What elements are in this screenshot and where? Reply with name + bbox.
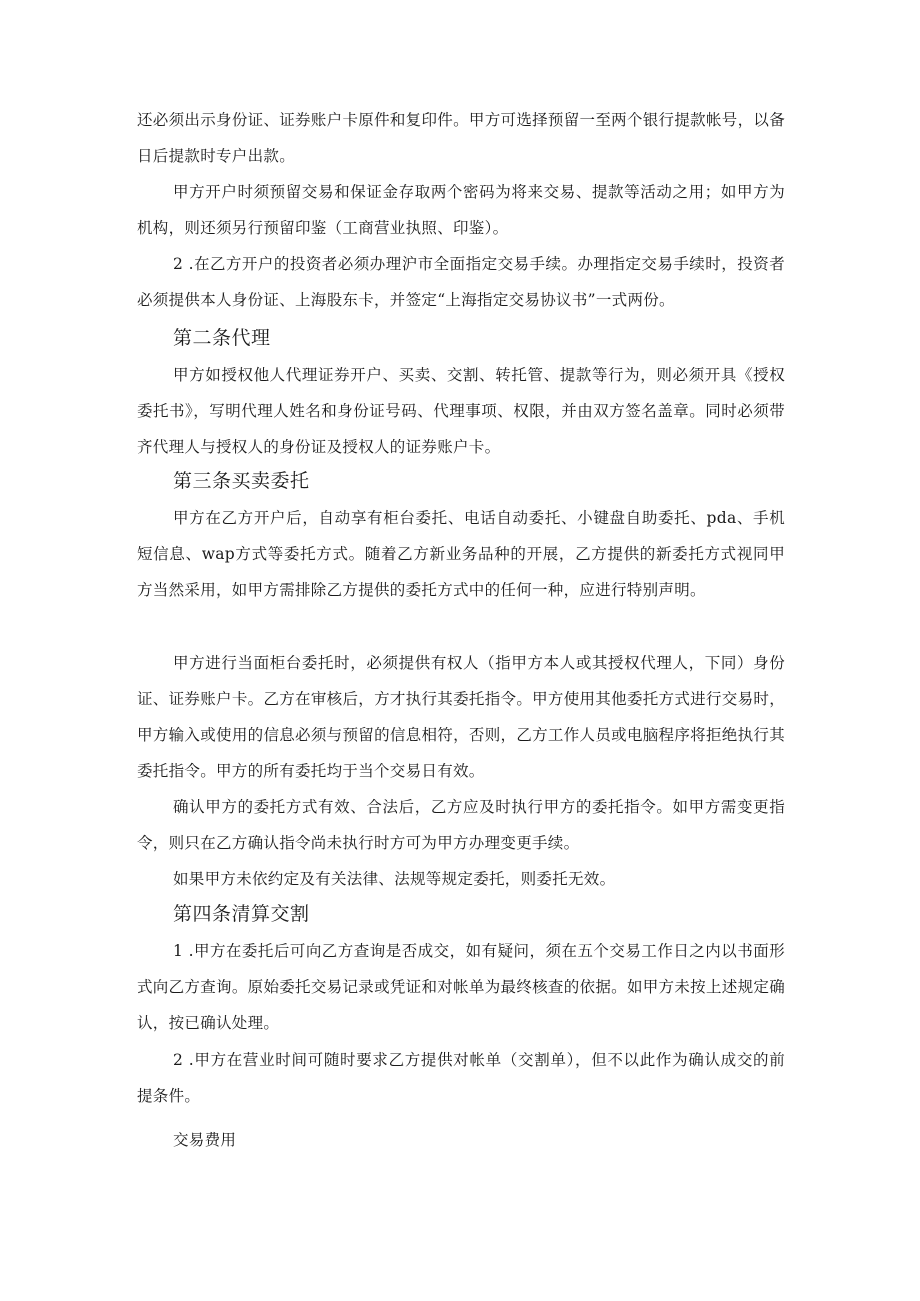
section-heading-clearing: 第四条清算交割: [173, 903, 310, 925]
paragraph-order-methods: 甲方在乙方开户后，自动享有柜台委托、电话自动委托、小键盘自助委托、pda、手机短信息、wap方式等委托方式。随着乙方新业务品种的开展，乙方提供的新委托方式视同甲方当然采用，如甲方需排除乙方提供的委托方式中的任何一种，应进行特别声明。: [137, 509, 785, 599]
section-heading-agency: 第二条代理: [173, 327, 271, 349]
paragraph-query-deals: 1 .甲方在委托后可向乙方查询是否成交，如有疑问，须在五个交易工作日之内以书面形式向乙方查询。原始委托交易记录或凭证和对帐单为最终核查的依据。如甲方未按上述规定确认，按已确认处理。: [137, 942, 785, 1032]
paragraph-order-confirmation: 确认甲方的委托方式有效、合法后，乙方应及时执行甲方的委托指令。如甲方需变更指令，则只在乙方确认指令尚未执行时方可为甲方办理变更手续。: [137, 798, 785, 852]
paragraph-counter-orders: 甲方进行当面柜台委托时，必须提供有权人（指甲方本人或其授权代理人，下同）身份证、证券账户卡。乙方在审核后，方才执行其委托指令。甲方使用其他委托方式进行交易时，甲方输入或使用的信息必须与预留的信息相符，否则，乙方工作人员或电脑程序将拒绝执行其委托指令。甲方的所有委托均于当个交易日有效。: [137, 654, 785, 780]
paragraph-statement: 2 .甲方在营业时间可随时要求乙方提供对帐单（交割单），但不以此作为确认成交的前提条件。: [137, 1051, 785, 1105]
paragraph-trading-fees: 交易费用: [173, 1131, 237, 1149]
paragraph-agency: 甲方如授权他人代理证券开户、买卖、交割、转托管、提款等行为，则必须开具《授权委托书》，写明代理人姓名和身份证号码、代理事项、权限，并由双方签名盖章。同时必须带齐代理人与授权人的身份证及授权人的证券账户卡。: [137, 366, 785, 456]
paragraph-id-documents: 还必须出示身份证、证券账户卡原件和复印件。甲方可选择预留一至两个银行提款帐号，以备日后提款时专户出款。: [137, 111, 785, 165]
paragraph-designated-trading: 2 .在乙方开户的投资者必须办理沪市全面指定交易手续。办理指定交易手续时，投资者必须提供本人身份证、上海股东卡，并签定“上海指定交易协议书”一式两份。: [137, 255, 785, 309]
paragraph-invalid-orders: 如果甲方未依约定及有关法律、法规等规定委托，则委托无效。: [173, 870, 616, 888]
paragraph-passwords: 甲方开户时须预留交易和保证金存取两个密码为将来交易、提款等活动之用；如甲方为机构，则还须另行预留印鉴（工商营业执照、印鉴）。: [137, 183, 785, 237]
section-heading-trading-orders: 第三条买卖委托: [173, 470, 310, 492]
